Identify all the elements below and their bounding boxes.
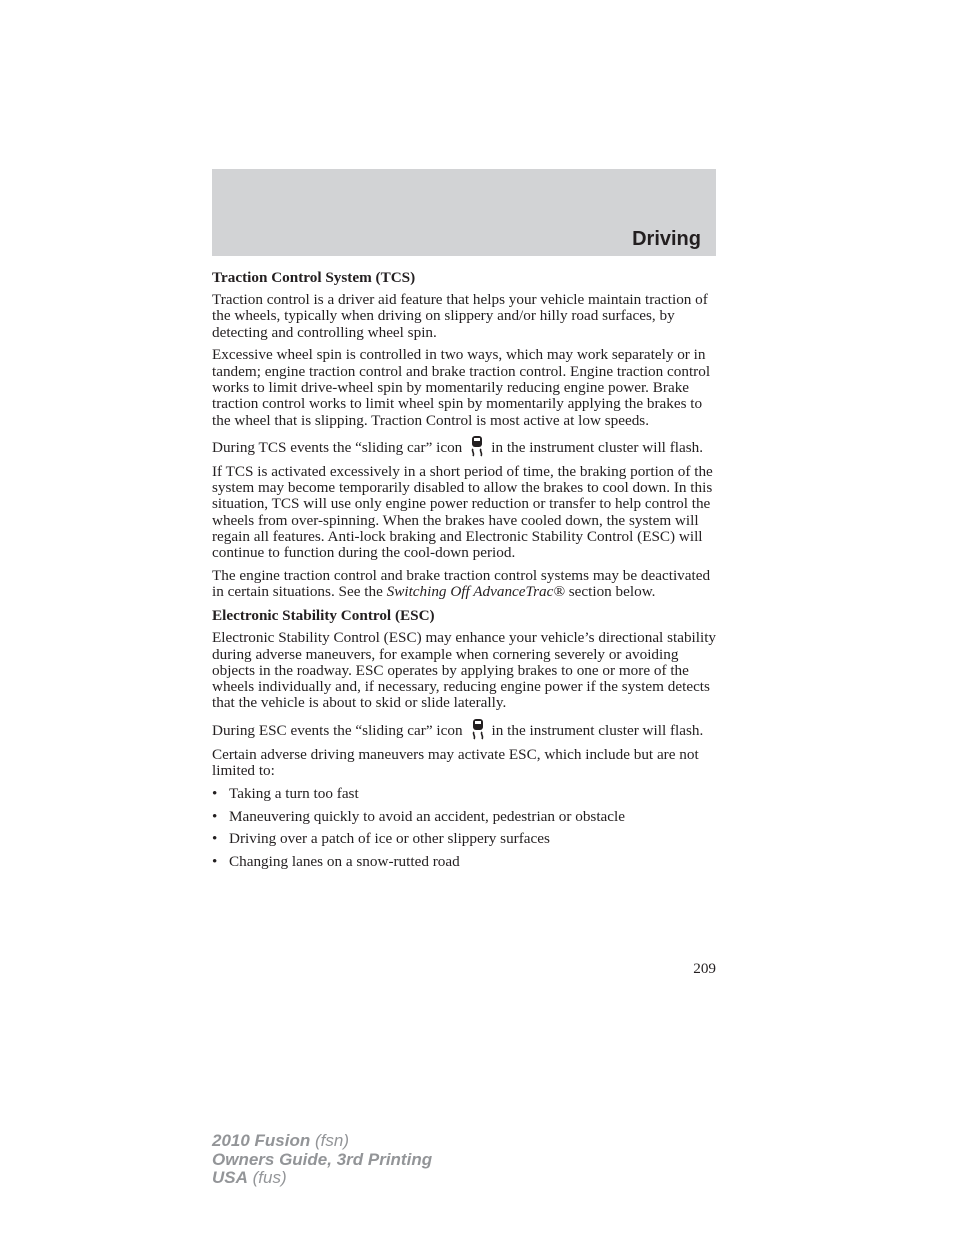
page-content: [212, 267, 718, 877]
tcs-paragraph-4: If TCS is activated excessively in a short period of time, the braking portion of the system may become temporarily disabled to allow the brakes to cool down. In this situation, TCS will use only engine power reduction or transfer to help control the wheels from over-spinning. When the brakes have cooled down, the system will regain all features. Anti-lock braking and Electronic Stability Control (ESC) will continue to function during the cool-down period.: [212, 462, 713, 562]
esc-paragraph-1: Electronic Stability Control (ESC) may enhance your vehicle’s directional stability during adverse maneuvers, for example when cornering severely or avoiding objects in the roadway. ESC operates by applying brakes to one or more of the wheels individually and, if necessary, reducing engine power if the system detects that the vehicle is about to skid or slide laterally.: [212, 629, 717, 712]
tcs-paragraph-2: Excessive wheel spin is controlled in two ways, which may work separately or in tandem; engine traction control and brake traction control. Engine traction control works to limit drive-wheel spin by momentarily reducing engine power. Brake traction control works to limit wheel spin by momentarily applying the brakes to the wheel that is slipping. Traction Control is most active at low speeds.: [212, 346, 711, 429]
footer-line-2: Owners Guide, 3rd Printing: [212, 1149, 433, 1169]
section-title: Driving: [632, 228, 701, 250]
esc-maneuver-list: [212, 786, 718, 871]
section-header-band: [212, 169, 716, 256]
esc-paragraph-2: [212, 718, 718, 740]
bullet-icon: •: [212, 830, 218, 848]
bullet-icon: •: [212, 853, 218, 871]
tcs-paragraph-1: Traction control is a driver aid feature that helps your vehicle maintain traction of the wheels, typically when driving on slippery and/or hilly road surfaces, by detecting and controlling wheel spin.: [212, 291, 708, 341]
tcs-paragraph-5: [212, 568, 718, 601]
esc-heading: Electronic Stability Control (ESC): [212, 607, 435, 625]
esc-p2-before: During ESC events the “sliding car” icon: [212, 722, 463, 740]
tcs-heading: Traction Control System (TCS): [212, 269, 416, 286]
footer-line-1: 2010 Fusion (fsn): [212, 1131, 349, 1150]
sliding-car-icon: [467, 718, 489, 740]
footer-line-3: USA (fus): [212, 1168, 287, 1187]
tcs-p3-after: in the instrument cluster will flash.: [491, 439, 704, 457]
sliding-car-icon: [466, 435, 488, 457]
tcs-p5-before: The engine traction control and brake traction control systems may be deactivated in certain situations. See the: [212, 567, 711, 601]
tcs-p5-after: section below.: [568, 583, 656, 601]
page-number: 209: [693, 960, 716, 977]
list-item-text: Maneuvering quickly to avoid an accident, pedestrian or obstacle: [229, 807, 626, 825]
list-item: [212, 786, 718, 802]
list-item: [212, 809, 718, 825]
footer-edition: [212, 1132, 432, 1188]
list-item-text: Driving over a patch of ice or other slippery surfaces: [229, 830, 550, 848]
tcs-p3-before: During TCS events the “sliding car” icon: [212, 439, 463, 457]
bullet-icon: •: [212, 784, 218, 802]
esc-p2-after: in the instrument cluster will flash.: [491, 722, 704, 740]
esc-paragraph-3: Certain adverse driving maneuvers may activate ESC, which include but are not limited to:: [212, 745, 699, 780]
bullet-icon: •: [212, 807, 218, 825]
list-item: [212, 854, 718, 870]
tcs-paragraph-3: [212, 435, 718, 457]
list-item-text: Taking a turn too fast: [229, 784, 359, 802]
list-item-text: Changing lanes on a snow-rutted road: [229, 853, 460, 871]
list-item: [212, 831, 718, 847]
advancetrac-reference: Switching Off AdvanceTrac®: [386, 583, 565, 601]
